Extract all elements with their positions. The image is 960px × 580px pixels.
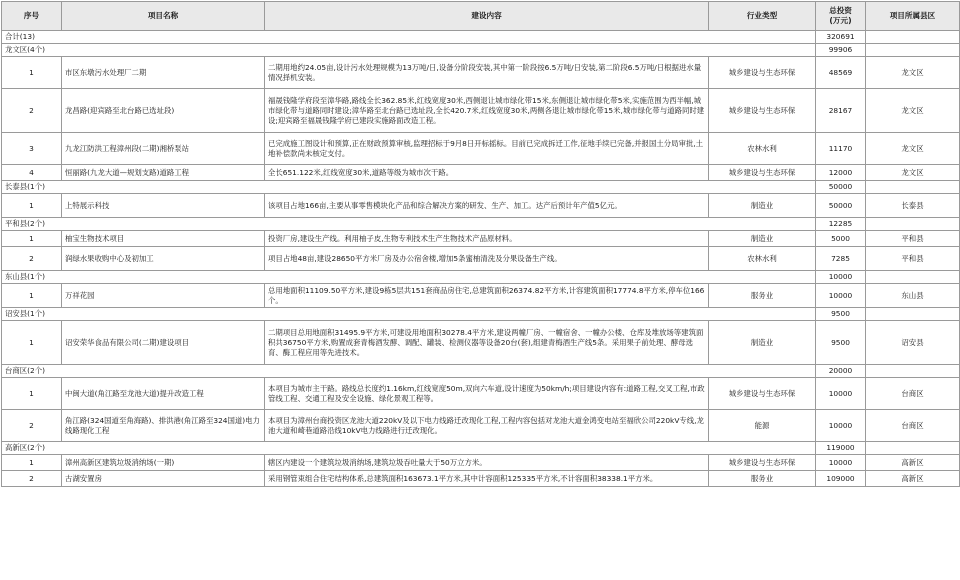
header-content: 建设内容	[265, 2, 709, 31]
cell-investment: 12000	[816, 165, 866, 181]
table-row	[2, 321, 960, 365]
group-row	[2, 442, 960, 455]
table-row	[2, 410, 960, 442]
header-investment-line2: (万元)	[829, 16, 852, 25]
group-investment: 9500	[816, 308, 866, 321]
cell-industry: 城乡建设与生态环保	[709, 165, 816, 181]
table-row	[2, 89, 960, 133]
cell-investment: 7285	[816, 247, 866, 271]
header-row	[2, 2, 960, 31]
group-row	[2, 308, 960, 321]
cell-content: 全长651.122米,红线宽度30米,道路等级为城市次干路。	[265, 165, 709, 181]
table-row	[2, 57, 960, 89]
group-label: 平和县(2个)	[2, 218, 816, 231]
cell-seq: 1	[2, 455, 62, 471]
group-label: 高新区(2个)	[2, 442, 816, 455]
cell-district: 台商区	[866, 378, 960, 410]
cell-name: 九龙江防洪工程漳州段(二期)湘桥泵站	[62, 133, 265, 165]
cell-industry: 农林水利	[709, 247, 816, 271]
cell-industry: 农林水利	[709, 133, 816, 165]
cell-industry: 能源	[709, 410, 816, 442]
header-seq: 序号	[2, 2, 62, 31]
cell-district: 平和县	[866, 231, 960, 247]
cell-district: 高新区	[866, 471, 960, 487]
cell-seq: 1	[2, 378, 62, 410]
cell-content: 已完成施工图设计和预算,正在财政预算审核,监理招标于9月8日开标摇标。目前已完成拆迁工作,征地手续已完备,并报国土分局审批,土地补偿款尚未核定支付。	[265, 133, 709, 165]
cell-content: 二期项目总用地面积31495.9平方米,可建设用地面积30278.4平方米,建设两幢厂房、一幢宿舍、一幢办公楼、仓库及堆放场等建筑面积共36750平方米,购置成套青梅酒发酵、调配、罐装、检测仪器等设备20台(套),组建青梅酒生产线5条。采用果子前处理、酵母选育、酶工程应用等先进技术。	[265, 321, 709, 365]
cell-name: 龙昌路(迎宾路至北台路已选址段)	[62, 89, 265, 133]
cell-investment: 10000	[816, 455, 866, 471]
header-industry: 行业类型	[709, 2, 816, 31]
table-row	[2, 194, 960, 218]
cell-investment: 28167	[816, 89, 866, 133]
cell-content: 总用地面积11109.50平方米,建设9栋5层共151套商品房住宅,总建筑面积26374.82平方米,计容建筑面积17774.8平方米,停车位166个。	[265, 284, 709, 308]
cell-name: 诏安荣华食品有限公司(二期)建设项目	[62, 321, 265, 365]
group-label: 东山县(1个)	[2, 271, 816, 284]
cell-district: 长泰县	[866, 194, 960, 218]
cell-content: 投资厂房,建设生产线。利用柚子皮,生物专利技术生产生物技术产品原材料。	[265, 231, 709, 247]
cell-district: 台商区	[866, 410, 960, 442]
cell-investment: 9500	[816, 321, 866, 365]
group-investment: 119000	[816, 442, 866, 455]
cell-seq: 3	[2, 133, 62, 165]
cell-seq: 1	[2, 321, 62, 365]
cell-name: 恒丽路(九龙大道—规划支路)道路工程	[62, 165, 265, 181]
cell-content: 本项目为漳州台商投资区龙池大道220kV及以下电力线路迁改现化工程,工程内容包括对龙池大道金鸿变电站至福欣公司220kV专线,龙池大道和崎巷道路沿线10kV电力线路进行迁改现化。	[265, 410, 709, 442]
cell-name: 中闽大道(角江路至龙池大道)提升改造工程	[62, 378, 265, 410]
cell-industry: 制造业	[709, 194, 816, 218]
cell-name: 上特展示科技	[62, 194, 265, 218]
cell-seq: 1	[2, 231, 62, 247]
table-row	[2, 471, 960, 487]
cell-district: 龙文区	[866, 133, 960, 165]
cell-seq: 2	[2, 247, 62, 271]
group-row	[2, 181, 960, 194]
header-district: 项目所属县区	[866, 2, 960, 31]
cell-content: 福晟钱隆学府段至漳华路,路线全长362.85米,红线宽度30米,西侧退让城市绿化带15米,东侧退让城市绿化带5米,实施范围为西半幅,城市绿化带与道路同时建设;漳华路至北台路已选址段,全长420.7米,红线宽度30米,两侧各退让城市绿化带15米,城市绿化带与道路同时建设;迎宾路至福晟钱隆学府已建段实施路面改造工程。	[265, 89, 709, 133]
table-body	[2, 31, 960, 487]
group-empty	[866, 308, 960, 321]
group-label: 台商区(2个)	[2, 365, 816, 378]
cell-district: 东山县	[866, 284, 960, 308]
cell-investment: 109000	[816, 471, 866, 487]
cell-content: 辖区内建设一个建筑垃圾消纳场,建筑垃圾吞吐量大于50万立方米。	[265, 455, 709, 471]
header-investment-line1: 总投资	[829, 6, 852, 15]
group-empty	[866, 442, 960, 455]
cell-district: 高新区	[866, 455, 960, 471]
cell-district: 诏安县	[866, 321, 960, 365]
cell-investment: 5000	[816, 231, 866, 247]
cell-name: 漳州高新区建筑垃圾消纳场(一期)	[62, 455, 265, 471]
cell-seq: 2	[2, 471, 62, 487]
table-row	[2, 378, 960, 410]
table-row	[2, 284, 960, 308]
cell-district: 龙文区	[866, 89, 960, 133]
group-empty	[866, 365, 960, 378]
group-row	[2, 218, 960, 231]
cell-content: 该项目占地166亩,主要从事零售模块化产品和综合解决方案的研发、生产、加工。达产后预计年产值5亿元。	[265, 194, 709, 218]
group-empty	[866, 271, 960, 284]
group-empty	[866, 181, 960, 194]
group-label: 长泰县(1个)	[2, 181, 816, 194]
cell-industry: 城乡建设与生态环保	[709, 455, 816, 471]
cell-industry: 制造业	[709, 321, 816, 365]
cell-district: 龙文区	[866, 165, 960, 181]
cell-name: 角江路(324国道至角海路)、排洪港(角江路至324国道)电力线路现化工程	[62, 410, 265, 442]
cell-industry: 城乡建设与生态环保	[709, 57, 816, 89]
group-investment: 12285	[816, 218, 866, 231]
cell-seq: 1	[2, 57, 62, 89]
header-name: 项目名称	[62, 2, 265, 31]
total-row	[2, 31, 960, 44]
table-row	[2, 165, 960, 181]
group-label: 诏安县(1个)	[2, 308, 816, 321]
group-investment: 20000	[816, 365, 866, 378]
cell-seq: 1	[2, 194, 62, 218]
cell-investment: 10000	[816, 284, 866, 308]
cell-seq: 2	[2, 410, 62, 442]
group-investment: 99906	[816, 44, 866, 57]
cell-industry: 制造业	[709, 231, 816, 247]
table-row	[2, 231, 960, 247]
cell-industry: 城乡建设与生态环保	[709, 89, 816, 133]
table-row	[2, 133, 960, 165]
total-investment: 320691	[816, 31, 866, 44]
cell-name: 古湖安置房	[62, 471, 265, 487]
group-investment: 10000	[816, 271, 866, 284]
cell-investment: 11170	[816, 133, 866, 165]
table-row	[2, 247, 960, 271]
group-empty	[866, 218, 960, 231]
group-investment: 50000	[816, 181, 866, 194]
cell-content: 二期用地约24.05亩,设计污水处理规模为13万吨/日,设备分阶段安装,其中第一阶段按6.5万吨/日安装,第二阶段6.5万吨/日根据进水量情况择机安装。	[265, 57, 709, 89]
project-table	[1, 1, 960, 487]
group-label: 龙文区(4个)	[2, 44, 816, 57]
group-empty	[866, 44, 960, 57]
cell-content: 项目占地48亩,建设28650平方米厂房及办公宿舍楼,增加5条蜜柚清洗及分果设备生产线。	[265, 247, 709, 271]
cell-industry: 城乡建设与生态环保	[709, 378, 816, 410]
cell-name: 柚宝生物技术项目	[62, 231, 265, 247]
cell-investment: 10000	[816, 410, 866, 442]
cell-content: 采用钢管束组合住宅结构体系,总建筑面积163673.1平方米,其中计容面积125335平方米,不计容面积38338.1平方米。	[265, 471, 709, 487]
cell-seq: 2	[2, 89, 62, 133]
cell-district: 龙文区	[866, 57, 960, 89]
cell-name: 万祥花园	[62, 284, 265, 308]
total-empty	[866, 31, 960, 44]
group-row	[2, 271, 960, 284]
cell-investment: 10000	[816, 378, 866, 410]
group-row	[2, 44, 960, 57]
cell-industry: 服务业	[709, 471, 816, 487]
table-row	[2, 455, 960, 471]
cell-name: 润绿水果收购中心及初加工	[62, 247, 265, 271]
cell-name: 市区东墩污水处理厂二期	[62, 57, 265, 89]
header-investment	[816, 2, 866, 31]
cell-district: 平和县	[866, 247, 960, 271]
cell-seq: 4	[2, 165, 62, 181]
cell-investment: 48569	[816, 57, 866, 89]
total-label: 合计(13)	[2, 31, 816, 44]
cell-industry: 服务业	[709, 284, 816, 308]
cell-seq: 1	[2, 284, 62, 308]
group-row	[2, 365, 960, 378]
cell-investment: 50000	[816, 194, 866, 218]
cell-content: 本项目为城市主干路。路线总长度约1.16km,红线宽度50m,双向六车道,设计速度为50km/h;项目建设内容有:道路工程,交叉工程,市政管线工程、交通工程及安全设施、绿化景观工程等。	[265, 378, 709, 410]
